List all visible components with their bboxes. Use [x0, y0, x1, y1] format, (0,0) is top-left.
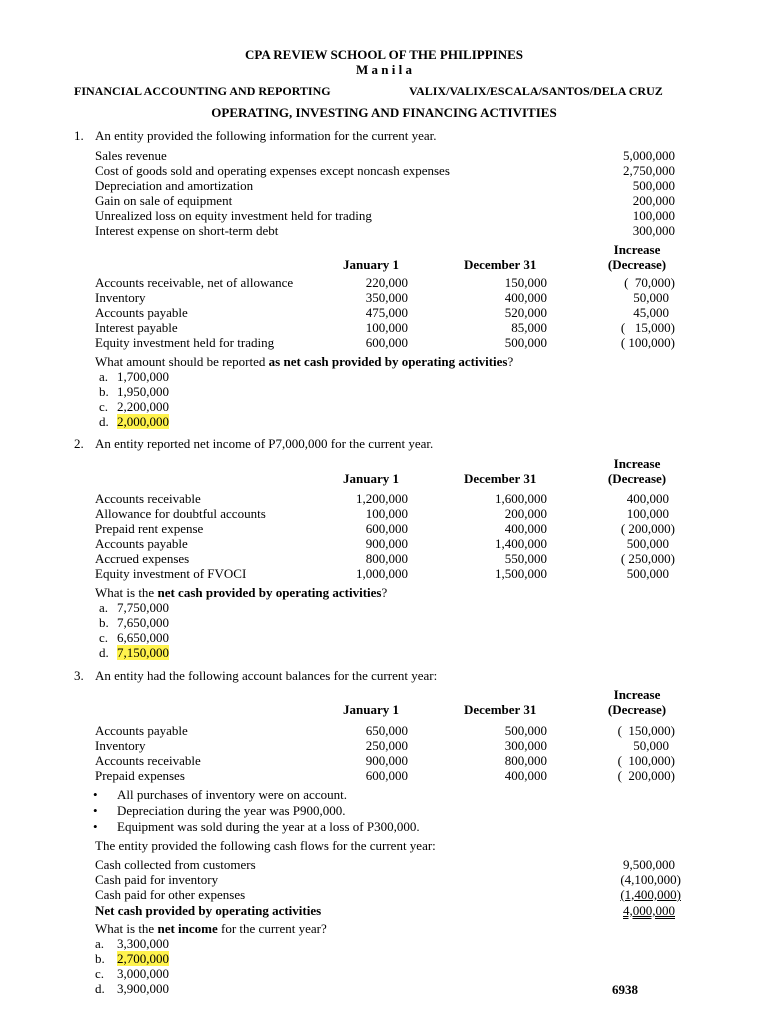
- dec-value: 500,000: [504, 723, 547, 738]
- cashflow-value: [555, 887, 681, 902]
- dec-value: 400,000: [504, 290, 547, 305]
- q1-info-label: Depreciation and amortization: [95, 178, 254, 193]
- q1-info-label: Unrealized loss on equity investment held for trading: [95, 208, 372, 223]
- choice-letter: d.: [99, 414, 109, 429]
- change-value: ( 200,000): [620, 521, 675, 536]
- q1-info-value: 100,000: [632, 208, 675, 223]
- change-value: ( 70,000): [624, 275, 675, 290]
- row-label: Accounts payable: [95, 536, 188, 551]
- q1-info-label: Interest expense on short-term debt: [95, 223, 279, 238]
- q1-question: [95, 354, 513, 369]
- row-label: Inventory: [95, 290, 146, 305]
- q2-number: 2.: [74, 436, 84, 451]
- jan-value: 900,000: [365, 753, 408, 768]
- choice-value: 1,700,000: [117, 369, 169, 384]
- cashflow-value: (4,100,000): [620, 872, 681, 887]
- dec-value: 400,000: [504, 768, 547, 783]
- row-label: Allowance for doubtful accounts: [95, 506, 266, 521]
- choice-value: 7,750,000: [117, 600, 169, 615]
- bullet-item: • Equipment was sold during the year at a loss of P300,000.: [117, 819, 420, 834]
- authors-label: VALIX/VALIX/ESCALA/SANTOS/DELA CRUZ: [409, 84, 663, 98]
- choice-value: 3,000,000: [117, 966, 169, 981]
- q3-question-emphasis: net income: [157, 921, 218, 936]
- change-value: 50,000: [633, 290, 669, 305]
- choice-letter: a.: [99, 369, 109, 384]
- subject-label: FINANCIAL ACCOUNTING AND REPORTING: [74, 84, 331, 98]
- change-value: 400,000: [626, 491, 669, 506]
- choice-letter: b.: [99, 384, 109, 399]
- change-value: ( 150,000): [617, 723, 675, 738]
- q2-jan-header: January 1: [343, 471, 399, 486]
- dec-value: 150,000: [504, 275, 547, 290]
- q1-number: 1.: [74, 128, 84, 143]
- row-label: Prepaid expenses: [95, 768, 185, 783]
- change-value: ( 100,000): [617, 753, 675, 768]
- q1-dec-header: December 31: [464, 257, 537, 272]
- choice-value: 3,900,000: [117, 981, 169, 996]
- change-value: 500,000: [626, 536, 669, 551]
- q3-question-end: for the current year?: [217, 921, 327, 936]
- dec-value: 400,000: [504, 521, 547, 536]
- dec-value: 200,000: [504, 506, 547, 521]
- row-label: Accounts payable: [95, 305, 188, 320]
- choice-letter: a.: [99, 600, 109, 615]
- choice-value: 7,650,000: [117, 615, 169, 630]
- q1-decrease-header: (Decrease): [607, 257, 667, 272]
- dec-value: 550,000: [504, 551, 547, 566]
- row-label: Prepaid rent expense: [95, 521, 204, 536]
- jan-value: 250,000: [365, 738, 408, 753]
- bullet-item: • Depreciation during the year was P900,000.: [117, 803, 346, 818]
- q1-stem: An entity provided the following information for the current year.: [95, 128, 437, 143]
- q1-info-value: 300,000: [632, 223, 675, 238]
- choice-letter: c.: [99, 630, 109, 645]
- q1-increase-header: Increase: [613, 242, 661, 257]
- q1-info-value: 500,000: [632, 178, 675, 193]
- q3-question-text: What is the: [95, 921, 158, 936]
- jan-value: 475,000: [365, 305, 408, 320]
- row-label: Equity investment held for trading: [95, 335, 275, 350]
- q2-question-text: What is the: [95, 585, 158, 600]
- dec-value: 1,600,000: [495, 491, 547, 506]
- q2-question: [95, 585, 387, 600]
- cashflow-label: Cash paid for other expenses: [95, 887, 246, 902]
- choice-letter: b.: [99, 615, 109, 630]
- cashflow-total-label: Net cash provided by operating activities: [95, 903, 322, 918]
- change-value: 100,000: [626, 506, 669, 521]
- q2-decrease-header: (Decrease): [607, 471, 667, 486]
- change-value: ( 100,000): [620, 335, 675, 350]
- cashflow-total-value-double-underlined: 4,000,000: [623, 903, 675, 918]
- dec-value: 85,000: [511, 320, 547, 335]
- jan-value: 600,000: [365, 521, 408, 536]
- q3-question: [95, 921, 327, 936]
- dec-value: 500,000: [504, 335, 547, 350]
- row-label: Accounts payable: [95, 723, 188, 738]
- choice-value: 1,950,000: [117, 384, 169, 399]
- dec-value: 800,000: [504, 753, 547, 768]
- q2-stem: An entity reported net income of P7,000,000 for the current year.: [95, 436, 434, 451]
- q1-question-end: ?: [507, 354, 514, 369]
- dec-value: 1,400,000: [495, 536, 547, 551]
- q3-decrease-header: (Decrease): [607, 702, 667, 717]
- cashflow-label: Cash paid for inventory: [95, 872, 219, 887]
- jan-value: 100,000: [365, 320, 408, 335]
- cashflow-value-underlined: (1,400,000): [620, 887, 681, 902]
- q1-info-value: 5,000,000: [623, 148, 675, 163]
- jan-value: 220,000: [365, 275, 408, 290]
- change-value: ( 200,000): [617, 768, 675, 783]
- q3-increase-header: Increase: [613, 687, 661, 702]
- change-value: 50,000: [633, 738, 669, 753]
- jan-value: 350,000: [365, 290, 408, 305]
- row-label: Equity investment of FVOCI: [95, 566, 247, 581]
- q1-jan-header: January 1: [343, 257, 399, 272]
- change-value: 500,000: [626, 566, 669, 581]
- row-label: Accounts receivable: [95, 753, 201, 768]
- dec-value: 520,000: [504, 305, 547, 320]
- choice-letter: c.: [99, 399, 109, 414]
- jan-value: 1,200,000: [356, 491, 408, 506]
- jan-value: 900,000: [365, 536, 408, 551]
- jan-value: 800,000: [365, 551, 408, 566]
- row-label: Accounts receivable, net of allowance: [95, 275, 294, 290]
- q1-info-label: Sales revenue: [95, 148, 167, 163]
- q1-info-label: Cost of goods sold and operating expenses except noncash expenses: [95, 163, 450, 178]
- choice-value: 3,300,000: [117, 936, 169, 951]
- choice-letter: b.: [95, 951, 105, 966]
- cashflow-total-value: [555, 903, 675, 918]
- cashflow-label: Cash collected from customers: [95, 857, 256, 872]
- q1-question-emphasis: as net cash provided by operating activities: [268, 354, 508, 369]
- q1-question-text: What amount should be reported: [95, 354, 269, 369]
- row-label: Inventory: [95, 738, 146, 753]
- q3-jan-header: January 1: [343, 702, 399, 717]
- cashflow-value: 9,500,000: [623, 857, 675, 872]
- page-code: 6938: [612, 982, 638, 997]
- jan-value: 600,000: [365, 335, 408, 350]
- dec-value: 300,000: [504, 738, 547, 753]
- q1-info-label: Gain on sale of equipment: [95, 193, 233, 208]
- choice-letter: d.: [95, 981, 105, 996]
- choice-letter: c.: [95, 966, 105, 981]
- q3-number: 3.: [74, 668, 84, 683]
- q2-increase-header: Increase: [613, 456, 661, 471]
- topic-title: OPERATING, INVESTING AND FINANCING ACTIVITIES: [211, 105, 557, 120]
- dec-value: 1,500,000: [495, 566, 547, 581]
- school-title: CPA REVIEW SCHOOL OF THE PHILIPPINES: [245, 47, 523, 62]
- bullet-item: • All purchases of inventory were on account.: [117, 787, 347, 802]
- q3-stem: An entity had the following account balances for the current year:: [95, 668, 438, 683]
- choice-value-highlighted: 2,700,000: [117, 951, 169, 966]
- row-label: Accounts receivable: [95, 491, 201, 506]
- choice-value: 6,650,000: [117, 630, 169, 645]
- q1-info-value: 200,000: [632, 193, 675, 208]
- change-value: ( 15,000): [620, 320, 675, 335]
- change-value: ( 250,000): [620, 551, 675, 566]
- jan-value: 100,000: [365, 506, 408, 521]
- choice-value: 2,200,000: [117, 399, 169, 414]
- q3-dec-header: December 31: [464, 702, 537, 717]
- row-label: Accrued expenses: [95, 551, 190, 566]
- q2-question-end: ?: [381, 585, 388, 600]
- q3-cashflow-intro: The entity provided the following cash flows for the current year:: [95, 838, 436, 853]
- choice-letter: a.: [95, 936, 105, 951]
- jan-value: 1,000,000: [356, 566, 408, 581]
- jan-value: 650,000: [365, 723, 408, 738]
- change-value: 45,000: [633, 305, 669, 320]
- row-label: Interest payable: [95, 320, 178, 335]
- q1-info-value: 2,750,000: [623, 163, 675, 178]
- q2-question-emphasis: net cash provided by operating activities: [157, 585, 382, 600]
- choice-value-highlighted: 2,000,000: [117, 414, 169, 429]
- q2-dec-header: December 31: [464, 471, 537, 486]
- city-label: M a n i l a: [356, 62, 412, 77]
- jan-value: 600,000: [365, 768, 408, 783]
- choice-letter: d.: [99, 645, 109, 660]
- choice-value-highlighted: 7,150,000: [117, 645, 169, 660]
